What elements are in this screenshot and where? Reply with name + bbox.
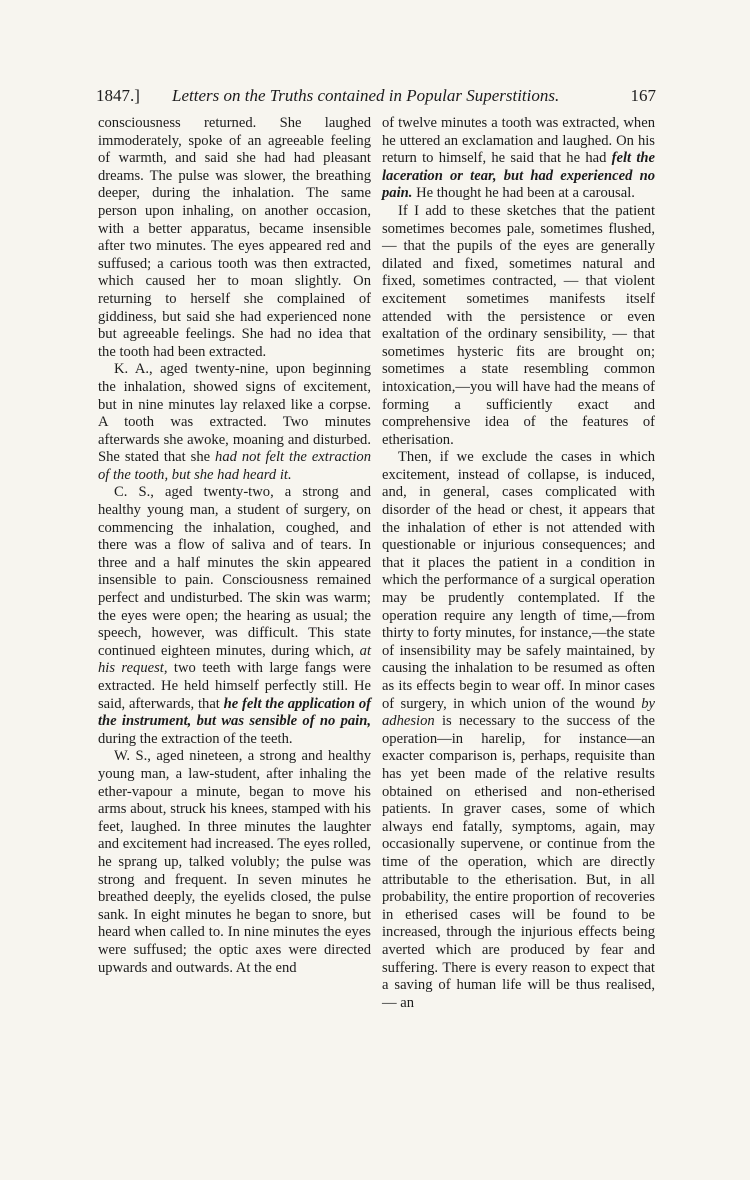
- header-year: 1847.]: [96, 86, 140, 105]
- text-run: is necessary to the success of the operation—in harelip, for instance—an exacter comparison is, perhaps, requisite than has yet been made of the relative results obtained on etherised and non-etherised patients. In graver cases, some of which always end fatally, symptoms, again, may occasionally supervene, or continue from the time of the operation, which are directly attributable to the etherisation. But, in all probability, the entire proportion of recoveries in etherised cases will be found to be increased, through the injurious effects being averted which are produced by fear and suffering. There is every reason to expect that a saving of human life will be thus realised, — an: [382, 713, 655, 1011]
- paragraph: [98, 361, 371, 484]
- text-run: Then, if we exclude the cases in which excitement, instead of collapse, is induced, and, in general, cases complicated with disorder of the head or chest, it appears that the inhalation of ether is not attended with questionable or injurious consequences; and that it places the patient in a condition in which the performance of a surgical operation may be prudently contemplated. If the operation require any length of time,—from thirty to forty minutes, for instance,—the state of insensibility may be safely maintained, by causing the inhalation to be resumed as often as its effects begin to wear off. In minor cases of surgery, in which union of the wound: [382, 449, 655, 712]
- left-column: [98, 115, 371, 977]
- text-run: He thought he had been at a carousal.: [412, 185, 635, 202]
- running-header: [96, 86, 656, 112]
- paragraph: [98, 484, 371, 748]
- italic-run: by adhesion: [382, 695, 655, 730]
- text-run: C. S., aged twenty-two, a strong and healthy young man, a student of surgery, on commencing the inhalation, coughed, and there was a flow of saliva and of tears. In three and a half minutes the skin appeared insensible to pain. Consciousness remained perfect and undisturbed. The skin was warm; the eyes were open; the hearing as usual; the speech, however, was difficult. This state continued eighteen minutes, during which,: [98, 484, 371, 659]
- text-run: If I add to these sketches that the patient sometimes becomes pale, sometimes flushed, — that the pupils of the eyes are generally dilated and fixed, sometimes natural and fixed, sometimes contracted, — that violent excitement sometimes manifests itself attended with the persistence or even exaltation of the ordinary sensibility, — that sometimes hysteric fits are brought on; sometimes a state resembling common intoxication,—you will have had the means of forming a sufficiently exact and comprehensive idea of the features of etherisation.: [382, 202, 655, 448]
- paragraph: [382, 449, 655, 1012]
- text-run: of twelve minutes a tooth was extracted, when he uttered an exclamation and laughed. On his return to himself, he said that he had: [382, 115, 655, 167]
- running-title: Letters on the Truths contained in Popular Superstitions.: [172, 86, 560, 105]
- paragraph: [382, 203, 655, 449]
- page-number: 167: [630, 86, 656, 105]
- text-run: consciousness returned. She laughed immoderately, spoke of an agreeable feeling of warmth, and said she had had pleasant dreams. The pulse was slower, the breathing deeper, during the inhalation. The same person upon inhaling, on another occasion, with a better apparatus, became insensible after two minutes. The eyes appeared red and suffused; a carious tooth was then extracted, which caused her to moan slightly. On returning to herself she complained of giddiness, but said she had experienced none but agreeable feelings. She had no idea that the tooth had been extracted.: [98, 115, 371, 360]
- paragraph: [98, 115, 371, 361]
- text-run: two teeth with large fangs were extracted. He held himself perfectly still. He said, afterwards, that: [98, 660, 371, 712]
- text-run: W. S., aged nineteen, a strong and healthy young man, a law-student, after inhaling the ether-vapour a minute, began to move his arms about, struck his knees, stamped with his feet, laughed. In three minutes the laughter and excitement had increased. The eyes rolled, he sprang up, talked volubly; the pulse was strong and frequent. In seven minutes he breathed deeply, the eyelids closed, the pulse sank. In eight minutes he began to snore, but heard when called to. In nine minutes the eyes were suffused; the optic axes were directed upwards and outwards. At the end: [98, 748, 371, 976]
- text-run: during the extraction of the teeth.: [98, 730, 293, 747]
- italic-run: he felt the application of the instrument, but was sensible of no pain,: [98, 695, 371, 730]
- italic-run: at his request,: [98, 642, 371, 677]
- paragraph: [98, 748, 371, 977]
- text-run: K. A., aged twenty-nine, upon beginning the inhalation, showed signs of excitement, but in nine minutes lay relaxed like a corpse. A tooth was extracted. Two minutes afterwards she awoke, moaning and disturbed. She stated that she: [98, 361, 371, 466]
- italic-run: felt the laceration or tear, but had experienced no pain.: [382, 150, 655, 202]
- paragraph: [382, 115, 655, 203]
- italic-run: had not felt the extraction of the tooth, but she had heard it.: [98, 449, 371, 483]
- right-column: [382, 115, 655, 1012]
